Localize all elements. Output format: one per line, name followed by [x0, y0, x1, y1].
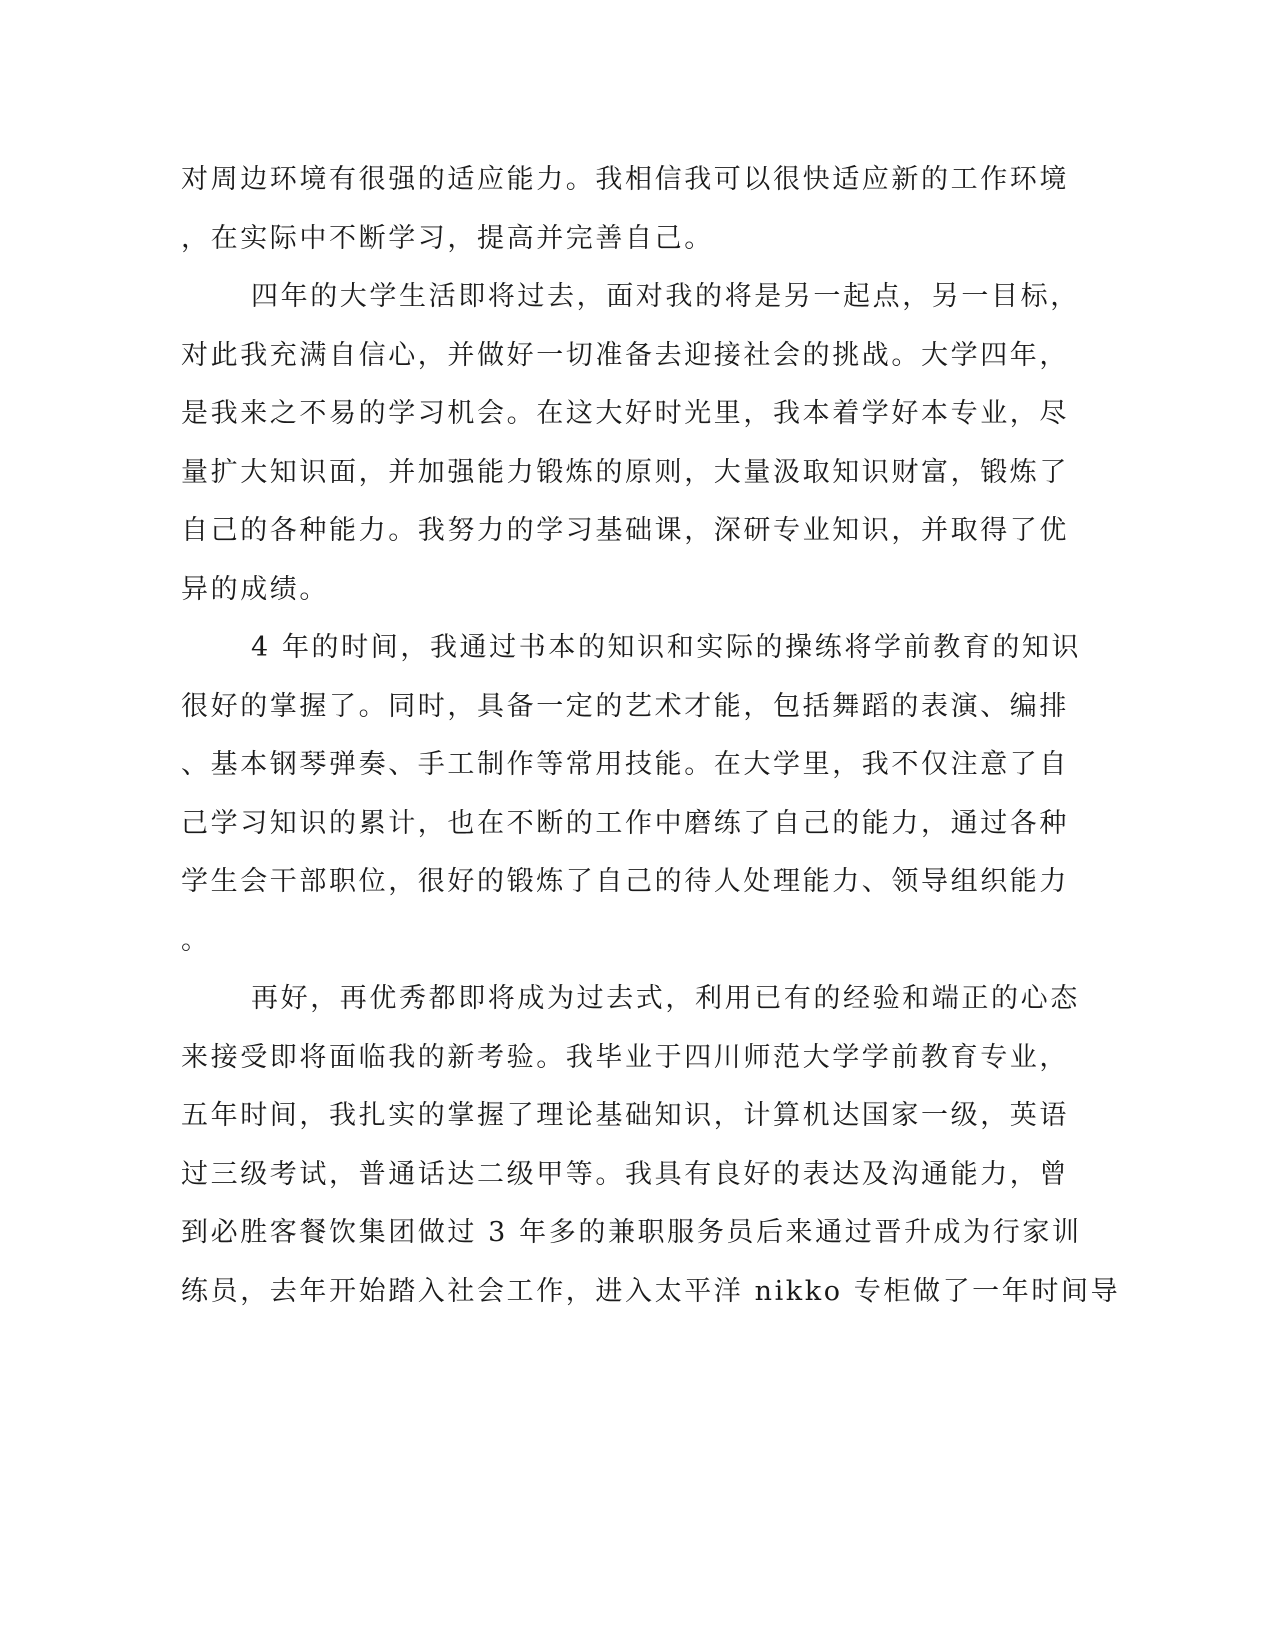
text-line: 。: [181, 925, 211, 956]
text-line: 对此我充满自信心，并做好一切准备去迎接社会的挑战。大学四年，: [181, 340, 1069, 371]
text-line: 自己的各种能力。我努力的学习基础课，深研专业知识，并取得了优: [181, 515, 1069, 546]
text-line: 量扩大知识面，并加强能力锻炼的原则，大量汲取知识财富，锻炼了: [181, 457, 1069, 488]
text-line: 4 年的时间，我通过书本的知识和实际的操练将学前教育的知识: [251, 632, 1082, 663]
text-line: 对周边环境有很强的适应能力。我相信我可以很快适应新的工作环境: [181, 164, 1069, 195]
text-line: 过三级考试，普通话达二级甲等。我具有良好的表达及沟通能力，曾: [181, 1159, 1069, 1190]
text-line: 是我来之不易的学习机会。在这大好时光里，我本着学好本专业，尽: [181, 398, 1069, 429]
text-line: 来接受即将面临我的新考验。我毕业于四川师范大学学前教育专业，: [181, 1042, 1069, 1073]
text-line: ，在实际中不断学习，提高并完善自己。: [181, 223, 714, 254]
text-line: 异的成绩。: [181, 574, 329, 605]
text-line: 四年的大学生活即将过去，面对我的将是另一起点，另一目标，: [251, 281, 1080, 312]
text-line: 练员，去年开始踏入社会工作，进入太平洋 nikko 专柜做了一年时间导: [181, 1276, 1121, 1307]
text-line: 到必胜客餐饮集团做过 3 年多的兼职服务员后来通过晋升成为行家训: [181, 1217, 1082, 1248]
text-line: 很好的掌握了。同时，具备一定的艺术才能，包括舞蹈的表演、编排: [181, 691, 1069, 722]
text-line: 、基本钢琴弹奏、手工制作等常用技能。在大学里，我不仅注意了自: [181, 749, 1069, 780]
text-line: 五年时间，我扎实的掌握了理论基础知识，计算机达国家一级，英语: [181, 1100, 1069, 1131]
text-line: 己学习知识的累计，也在不断的工作中磨练了自己的能力，通过各种: [181, 808, 1069, 839]
text-line: 学生会干部职位，很好的锻炼了自己的待人处理能力、领导组织能力: [181, 866, 1069, 897]
text-line: 再好，再优秀都即将成为过去式，利用已有的经验和端正的心态: [251, 983, 1080, 1014]
